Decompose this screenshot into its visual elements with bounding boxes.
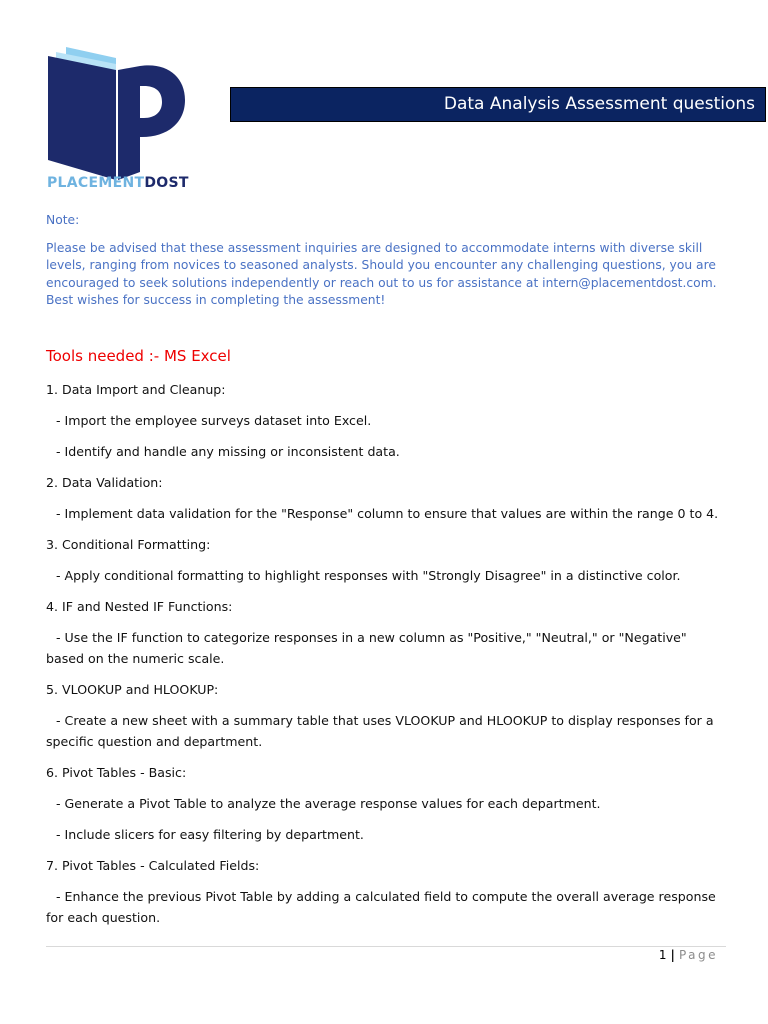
logo-wordmark-dark: DOST (144, 175, 189, 191)
question-heading: 2. Data Validation: (46, 475, 163, 490)
question-item: - Include slicers for easy filtering by department. (56, 827, 364, 842)
question-item: - Enhance the previous Pivot Table by adding a calculated field to compute the overall average response for each question. (46, 889, 716, 925)
footer-divider (46, 946, 726, 947)
question-heading: 6. Pivot Tables - Basic: (46, 765, 187, 780)
book-left-cover (48, 56, 116, 180)
question-item: - Implement data validation for the "Response" column to ensure that values are within the range 0 to 4. (56, 506, 719, 521)
note-section (46, 212, 726, 310)
page-label: Page (678, 948, 718, 962)
page-separator: | (670, 948, 675, 962)
placementdost-logo (44, 42, 189, 192)
page-footer (659, 948, 718, 962)
note-label: Note: (46, 213, 80, 227)
question-item: - Apply conditional formatting to highlight responses with "Strongly Disagree" in a distinctive color. (56, 568, 681, 583)
document-title: Data Analysis Assessment questions (443, 94, 755, 114)
p-letter (118, 65, 185, 180)
questions-list (46, 379, 726, 938)
question-item: - Create a new sheet with a summary table that uses VLOOKUP and HLOOKUP to display responses for a specific question and department. (46, 713, 714, 749)
tools-needed: Tools needed :- MS Excel (46, 347, 231, 365)
title-bar (230, 87, 766, 122)
note-text: Please be advised that these assessment inquiries are designed to accommodate interns with diverse skill levels, ranging from novices to seasoned analysts. Should you encounter any challenging questions, you are encouraged to seek solutions independently or reach out to us for assistance at intern@placementdost.com. Best wishes for success in completing the assessment! (46, 240, 717, 307)
question-heading: 4. IF and Nested IF Functions: (46, 599, 233, 614)
question-item: - Import the employee surveys dataset into Excel. (56, 413, 372, 428)
question-heading: 5. VLOOKUP and HLOOKUP: (46, 682, 219, 697)
question-item: - Use the IF function to categorize responses in a new column as "Positive," "Neutral," or "Negative" based on the numeric scale. (46, 630, 687, 666)
logo-wordmark (47, 175, 189, 191)
question-heading: 7. Pivot Tables - Calculated Fields: (46, 858, 260, 873)
logo-wordmark-light: PLACEMENT (47, 175, 145, 191)
question-heading: 1. Data Import and Cleanup: (46, 382, 226, 397)
question-heading: 3. Conditional Formatting: (46, 537, 211, 552)
question-item: - Identify and handle any missing or inconsistent data. (56, 444, 400, 459)
question-item: - Generate a Pivot Table to analyze the average response values for each department. (56, 796, 601, 811)
page-number: 1 (658, 948, 667, 962)
